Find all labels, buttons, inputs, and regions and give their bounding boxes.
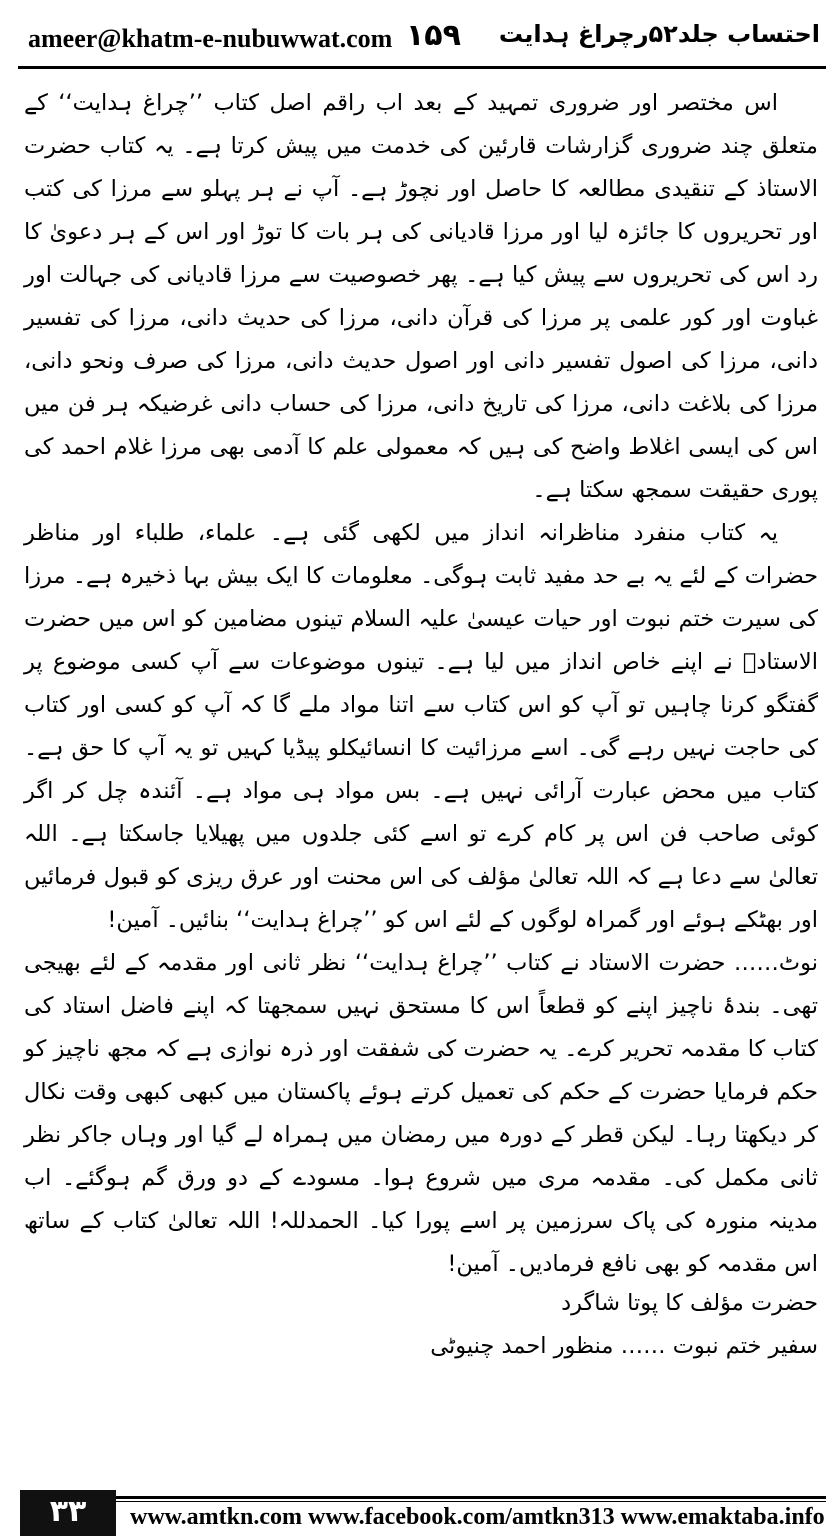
footer-rule-thin [116, 1501, 826, 1502]
body-text [24, 82, 818, 1368]
header-email: ameer@khatm-e-nubuwwat.com [28, 24, 393, 53]
paragraph-2: یہ کتاب منفرد مناظرانہ انداز میں لکھی گئی ہے۔ علماء، طلباء اور مناظر حضرات کے لئے یہ بے حد مفید ثابت ہوگی۔ معلومات کا ایک بیش بہا ذخیرہ ہے۔ مرزا کی سیرت ختم نبوت اور حیات عیسیٰ علیہ السلام تینوں مضامین کو اس میں حضرت الاستادؒ نے اپنے خاص انداز میں لیا ہے۔ تینوں موضوعات سے آپ کسی موضوع پر گفتگو کرنا چاہیں تو آپ کو اس کتاب سے اتنا مواد ملے گا کہ آپ کو کسی اور کتاب کی حاجت نہیں رہے گی۔ اسے مرزائیت کا انسائیکلو پیڈیا کہیں تو یہ آپ کا حق ہے۔ کتاب میں محض عبارت آرائی نہیں ہے۔ بس مواد ہی مواد ہے۔ آئندہ چل کر اگر کوئی صاحب فن اس پر کام کرے تو اسے کئی جلدوں میں پھیلایا جاسکتا ہے۔ اللہ تعالیٰ سے دعا ہے کہ اللہ تعالیٰ مؤلف کی اس محنت اور عرق ریزی کو قبول فرمائیں اور بھٹکے ہوئے اور گمراہ لوگوں کے لئے اس کو ’’چراغ ہدایت‘‘ بنائیں۔ آمین! [24, 520, 818, 933]
page-header [28, 14, 820, 60]
header-page-number: ۱۵۹ [406, 18, 461, 53]
page-footer [0, 1490, 840, 1540]
footer-rule [116, 1496, 826, 1499]
header-title: احتساب جلد۵۲رچراغ ہدایت [498, 20, 820, 48]
signature-line-2: سفیر ختم نبوت …… منظور احمد چنیوٹی [430, 1333, 818, 1359]
footer-page-number: ۳۳ [20, 1490, 116, 1536]
signature-row [238, 1282, 818, 1325]
header-rule [18, 66, 826, 69]
footer-urls: www.amtkn.com www.facebook.com/amtkn313 www.emaktaba.info [130, 1504, 825, 1530]
signature-line-1: حضرت مؤلف کا پوتا شاگرد [561, 1290, 818, 1316]
paragraph-note: نوٹ…… حضرت الاستاد نے کتاب ’’چراغ ہدایت‘‘ نظر ثانی اور مقدمہ کے لئے بھیجی تھی۔ بندۂ ناچیز اپنے کو قطعاً اس کا مستحق نہیں سمجھتا کہ اپنے فاضل استاد کی کتاب کا مقدمہ تحریر کرے۔ یہ حضرت کی شفقت اور ذرہ نوازی ہے کہ مجھ ناچیز کو حکم فرمایا حضرت کے حکم کی تعمیل کرتے ہوئے پاکستان میں کبھی کبھی وقت نکال کر دیکھتا رہا۔ لیکن قطر کے دورہ میں رمضان میں ہمراہ لے گیا اور وہاں جاکر نظر ثانی مکمل کی۔ مقدمہ مری میں شروع ہوا۔ مسودے کے دو ورق گم ہوگئے۔ اب مدینہ منورہ کی پاک سرزمین پر اسے پورا کیا۔ الحمدللہ! اللہ تعالیٰ کتاب کے ساتھ اس مقدمہ کو بھی نافع فرمادیں۔ آمین! [24, 950, 818, 1277]
paragraph-1: اس مختصر اور ضروری تمہید کے بعد اب راقم اصل کتاب ’’چراغ ہدایت‘‘ کے متعلق چند ضروری گزارشات قارئین کی خدمت میں پیش کرتا ہے۔ یہ کتاب حضرت الاستاذ کے تنقیدی مطالعہ کا حاصل اور نچوڑ ہے۔ آپ نے ہر پہلو سے مرزا کی کتب اور تحریروں کا جائزہ لیا اور مرزا قادیانی کی ہر بات کا توڑ اور اس کے ہر دعویٰ کا رد اس کی تحریروں سے پیش کیا ہے۔ پھر خصوصیت سے مرزا قادیانی کی جہالت اور غباوت اور کور علمی پر مرزا کی قرآن دانی، مرزا کی حدیث دانی، مرزا کی تفسیر دانی، مرزا کی اصول تفسیر دانی اور اصول حدیث دانی، مرزا کی صرف ونحو دانی، مرزا کی بلاغت دانی، مرزا کی تاریخ دانی، مرزا کی حساب دانی غرضیکہ ہر فن میں اس کی ایسی اغلاط واضح کی ہیں کہ معمولی علم کا آدمی بھی مرزا غلام احمد کی پوری حقیقت سمجھ سکتا ہے۔ [24, 90, 818, 503]
